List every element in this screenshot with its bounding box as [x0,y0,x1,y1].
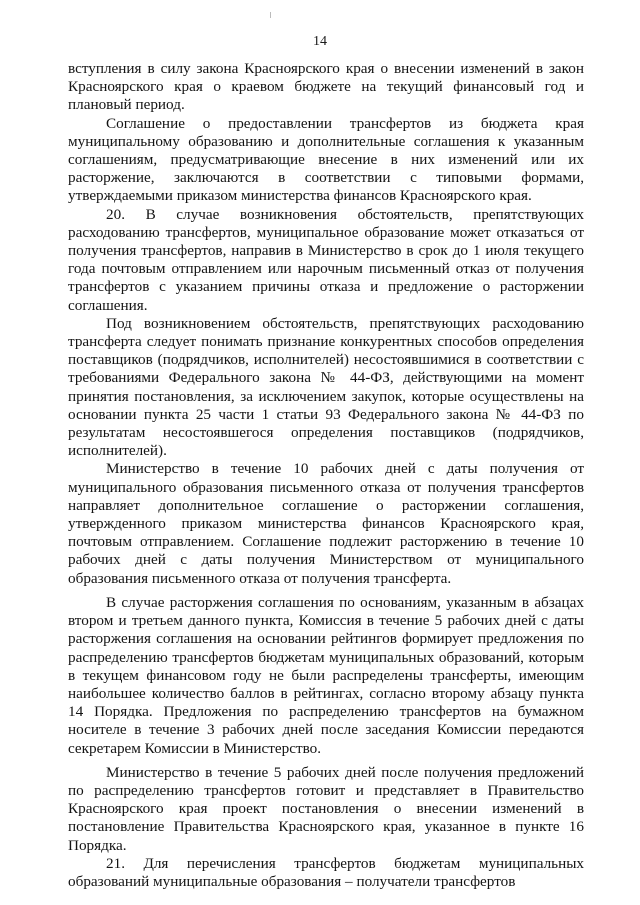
paragraph-agreement: Соглашение о предоставлении трансфертов из бюджета края муниципальному образованию и дополнительные соглашения к указанным соглашениям, предусматривающие внесение в них изменений или их расторжение, заключаются в соответствии с типовыми формами, утверждаемыми приказом министерства финансов Красноярского края. [68,114,584,205]
page-number: 14 [313,34,327,49]
paragraph-continuation: вступления в силу закона Красноярского края о внесении изменений в закон Красноярского края о краевом бюджете на текущий финансовый год и плановый период. [68,60,584,114]
document-body [68,60,584,891]
paragraph-ministry-proposals: Министерство в течение 5 рабочих дней после получения предложений по распределению трансфертов готовит и представляет в Правительство Красноярского края проект постановления о внесении изменений в постановление Правительства Красноярского края, указанное в пункте 16 Порядка. [68,763,584,854]
paragraph-item-20: 20. В случае возникновения обстоятельств, препятствующих расходованию трансфертов, муниципальное образование может отказаться от получения трансфертов, направив в Министерство в срок до 1 июля текущего года почтовым отправлением или нарочным письменный отказ от получения трансфертов с указанием причины отказа и предложение о расторжении соглашения. [68,205,584,314]
paragraph-termination: В случае расторжения соглашения по основаниям, указанным в абзацах втором и третьем данного пункта, Комиссия в течение 5 рабочих дней с даты расторжения соглашения на основании рейтингов формирует предложения по распределению трансфертов бюджетам муниципальных образований, которым в текущем финансовом году не были распределены трансферты, имеющим наибольшее количество баллов в рейтингах, согласно второму абзацу пункта 14 Порядка. Предложения по распределению трансфертов на бумажном носителе в течение 3 рабочих дней после заседания Комиссии передаются секретарем Комиссии в Министерство. [68,593,584,757]
scan-mark [270,12,271,18]
paragraph-ministry-refusal: Министерство в течение 10 рабочих дней с даты получения от муниципального образования письменного отказа от получения трансфертов направляет дополнительное соглашение о расторжении соглашения, утвержденного приказом министерства финансов Красноярского края, почтовым отправлением. Соглашение подлежит расторжению в течение 10 рабочих дней с даты получения Министерством от муниципального образования письменного отказа от получения трансферта. [68,460,584,587]
paragraph-item-21: 21. Для перечисления трансфертов бюджетам муниципальных образований муниципальные образования – получатели трансфертов [68,854,584,890]
paragraph-obstacles: Под возникновением обстоятельств, препятствующих расходованию трансферта следует понимать признание конкурентных способов определения поставщиков (подрядчиков, исполнителей) несостоявшимися в соответствии с требованиями Федерального закона № 44-ФЗ, действующими на момент принятия постановления, за исключением закупок, которые осуществлены на основании пункта 25 части 1 статьи 93 Федерального закона № 44-ФЗ по результатам несостоявшегося определения поставщиков (подрядчиков, исполнителей). [68,314,584,460]
